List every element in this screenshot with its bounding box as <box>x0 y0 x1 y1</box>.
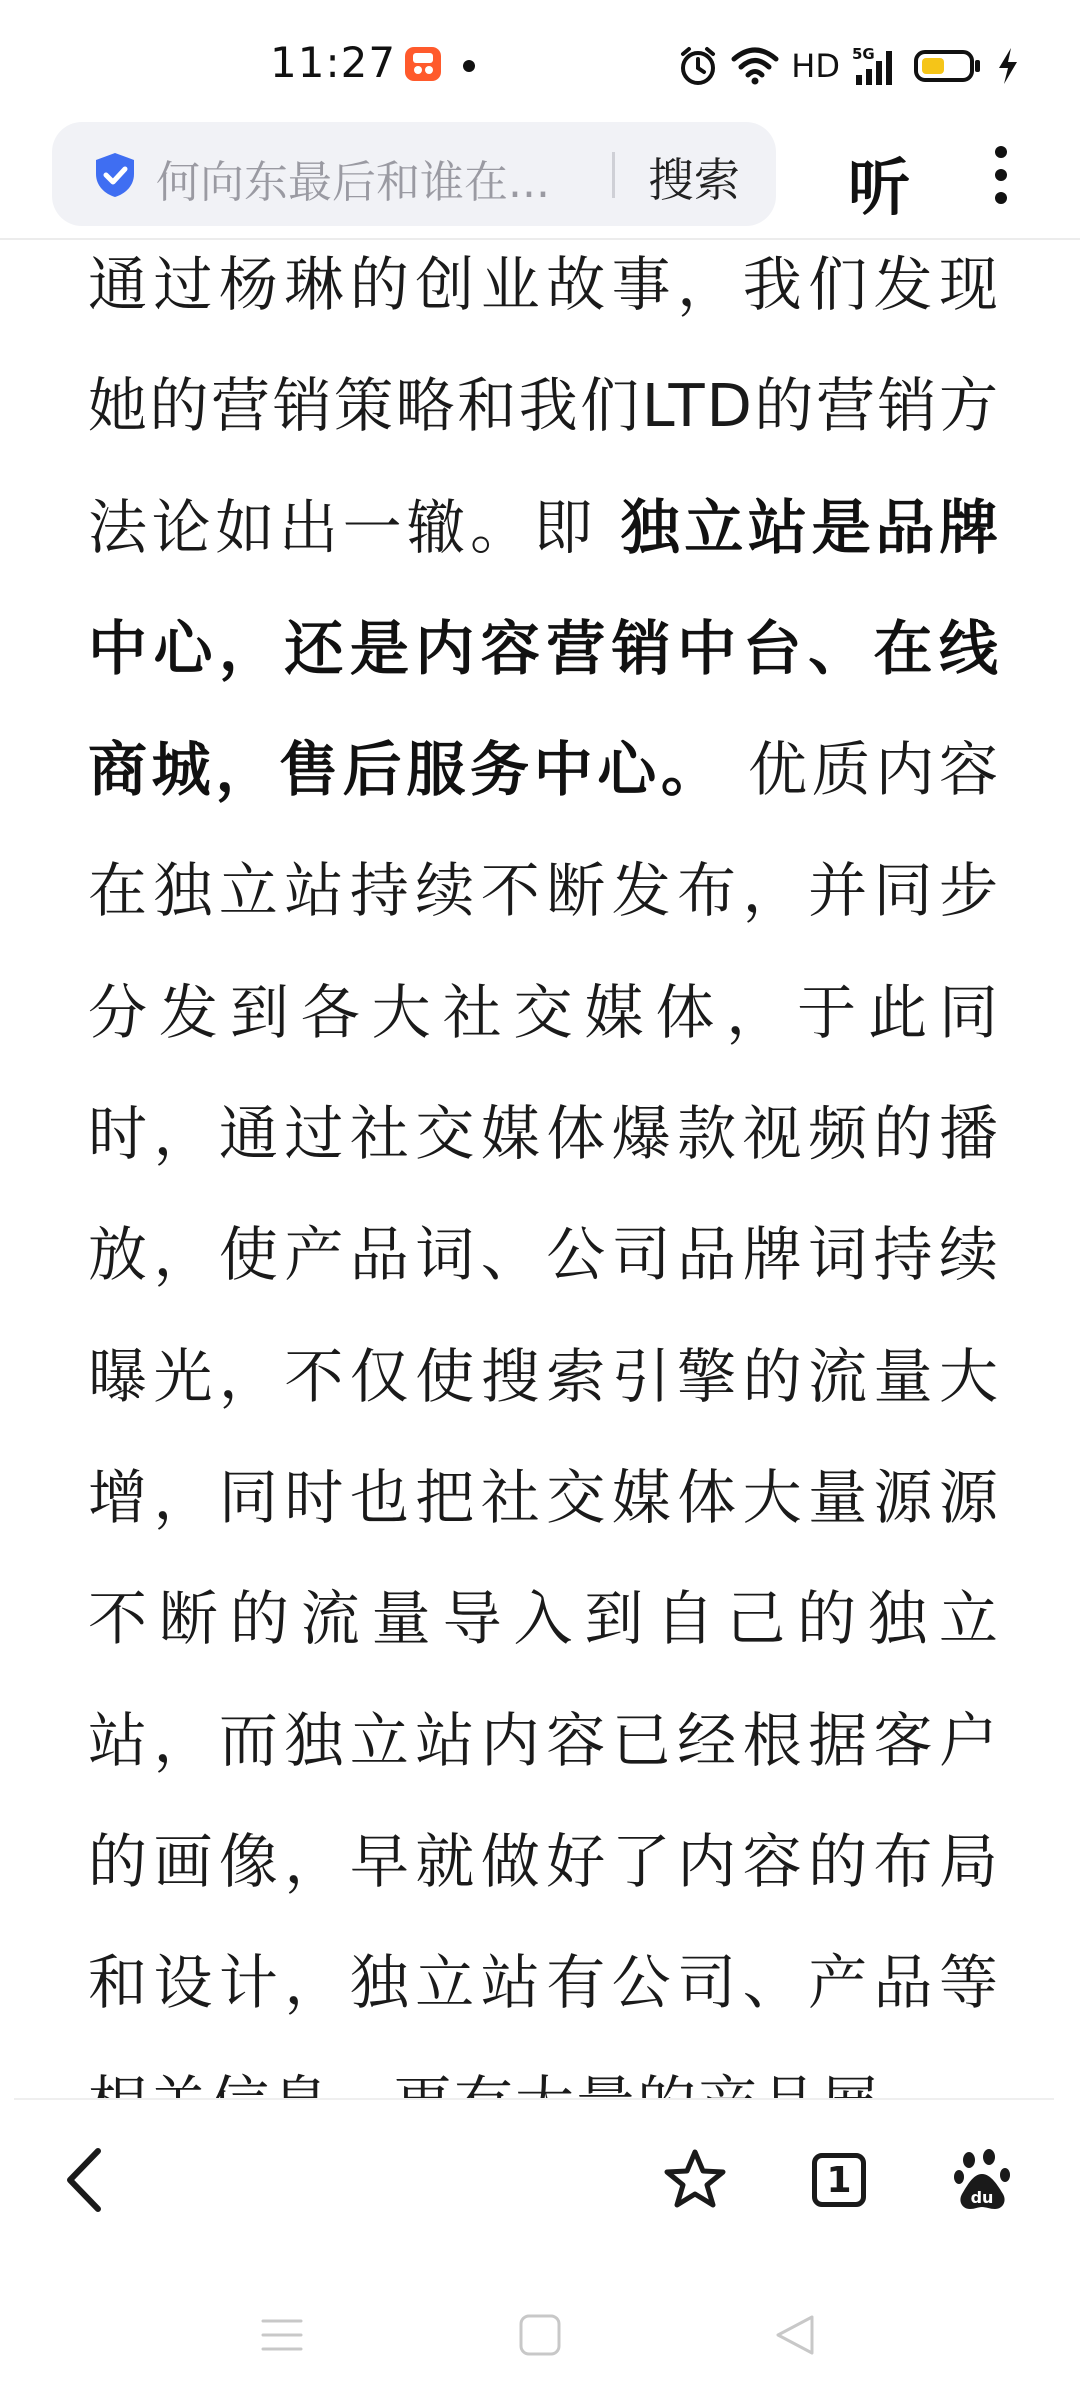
recent-apps-button[interactable] <box>247 2300 317 2370</box>
battery-low-icon <box>914 46 984 86</box>
status-time: 11:27 <box>270 38 397 87</box>
bookmark-button[interactable] <box>640 2100 750 2260</box>
back-arrow-icon <box>60 2145 110 2215</box>
charging-bolt-icon <box>996 46 1020 86</box>
home-square-icon <box>517 2312 563 2358</box>
more-menu-icon[interactable] <box>986 144 1016 206</box>
back-triangle-icon <box>772 2312 818 2358</box>
tabs-button[interactable] <box>784 2100 894 2260</box>
menu-icon <box>259 2315 305 2355</box>
hd-label: HD <box>791 47 840 85</box>
system-back-button[interactable] <box>760 2300 830 2370</box>
address-separator <box>612 152 615 198</box>
home-button[interactable] <box>505 2300 575 2370</box>
system-status-icons <box>677 44 1020 88</box>
network-label: 5G <box>852 45 875 63</box>
tab-count-icon <box>812 2153 866 2207</box>
svg-text:du: du <box>970 2188 994 2207</box>
signal-icon <box>852 45 902 87</box>
alarm-icon <box>677 45 719 87</box>
article-content <box>0 240 1080 2098</box>
video-app-notification-icon <box>404 44 444 84</box>
paragraph-text-intro: 通过杨琳的创业故事，我们发现她的营销策略和我们LTD的营销方法论如出一辙。即 <box>88 250 1000 562</box>
tab-count-label: 1 <box>826 2159 852 2201</box>
article-paragraph <box>88 224 1000 2165</box>
address-text[interactable]: 何向东最后和谁在... <box>156 157 550 208</box>
address-bar[interactable] <box>52 122 776 226</box>
browser-toolbar <box>0 122 1080 240</box>
security-shield-icon <box>90 150 140 200</box>
notification-dot <box>463 60 475 72</box>
paragraph-text-body: 优质内容在独立站持续不断发布，并同步分发到各大社交媒体，于此同时，通过社交媒体爆款视频的播放，使产品词、公司品牌词持续曝光，不仅使搜索引擎的流量大增，同时也把社交媒体大量源源不断的流量导入到自己的独立站，而独立站内容已经根据客户的画像，早就做好了内容的布局和设计，独立站有公司、产品等 <box>88 735 1000 2018</box>
paragraph-bold-highlight: 独立站是品牌中心，还是内容营销中台、在线商城，售后服务中心。 <box>88 492 1000 805</box>
back-button[interactable] <box>30 2100 140 2260</box>
baidu-home-button[interactable] <box>928 2100 1038 2260</box>
listen-button[interactable]: 听 <box>848 151 911 224</box>
wifi-icon <box>731 46 779 86</box>
status-bar <box>0 0 1080 120</box>
star-icon <box>662 2147 728 2213</box>
baidu-paw-icon <box>953 2148 1013 2212</box>
search-button[interactable]: 搜索 <box>648 153 740 207</box>
system-navigation-bar <box>0 2270 1080 2400</box>
